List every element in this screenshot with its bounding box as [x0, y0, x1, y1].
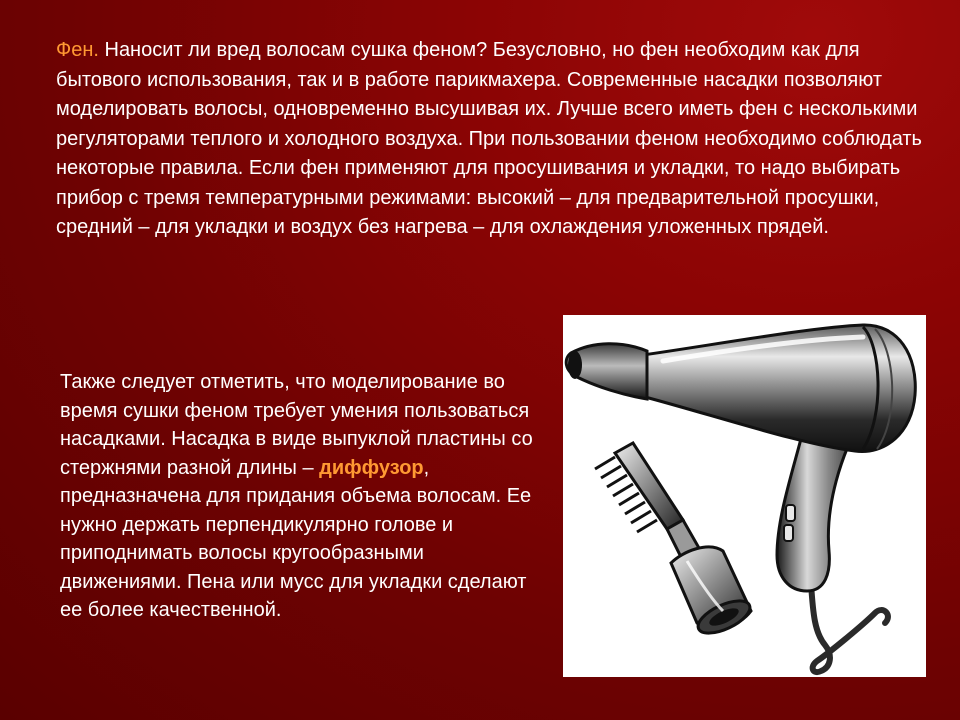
intro-keyword: Фен.: [56, 39, 99, 61]
details-paragraph: [60, 368, 540, 625]
diffuser-term: диффузор: [319, 456, 424, 479]
intro-text: Наносит ли вред волосам сушка феном? Безусловно, но фен необходим как для бытового использования, так и в работе парикмахера. Современные насадки позволяют моделировать волосы, одновременно высушивая их. Лучше всего иметь фен с несколькими регуляторами теплого и холодного воздуха. При пользовании феном необходимо соблюдать некоторые правила. Если фен применяют для просушивания и укладки, то надо выбирать прибор с тремя температурными режимами: высокий – для предварительной просушки, средний – для укладки и воздух без нагрева – для охлаждения уложенных прядей.: [56, 39, 922, 238]
illustration-svg: [563, 315, 926, 677]
details-text-after: , предназначена для придания объема волосам. Ее нужно держать перпендикулярно голове и приподнимать волосы кругообразными движениями. Пена или мусс для укладки сделают ее более качественной.: [60, 456, 532, 621]
intro-paragraph: [56, 36, 946, 243]
hair-dryer-illustration: [563, 315, 926, 677]
details-text-before: Также следует отметить, что моделирование во время сушки феном требует умения пользоваться насадками. Насадка в виде выпуклой пластины со стержнями разной длины –: [60, 371, 533, 479]
diffuser-comb-icon: [595, 443, 754, 640]
